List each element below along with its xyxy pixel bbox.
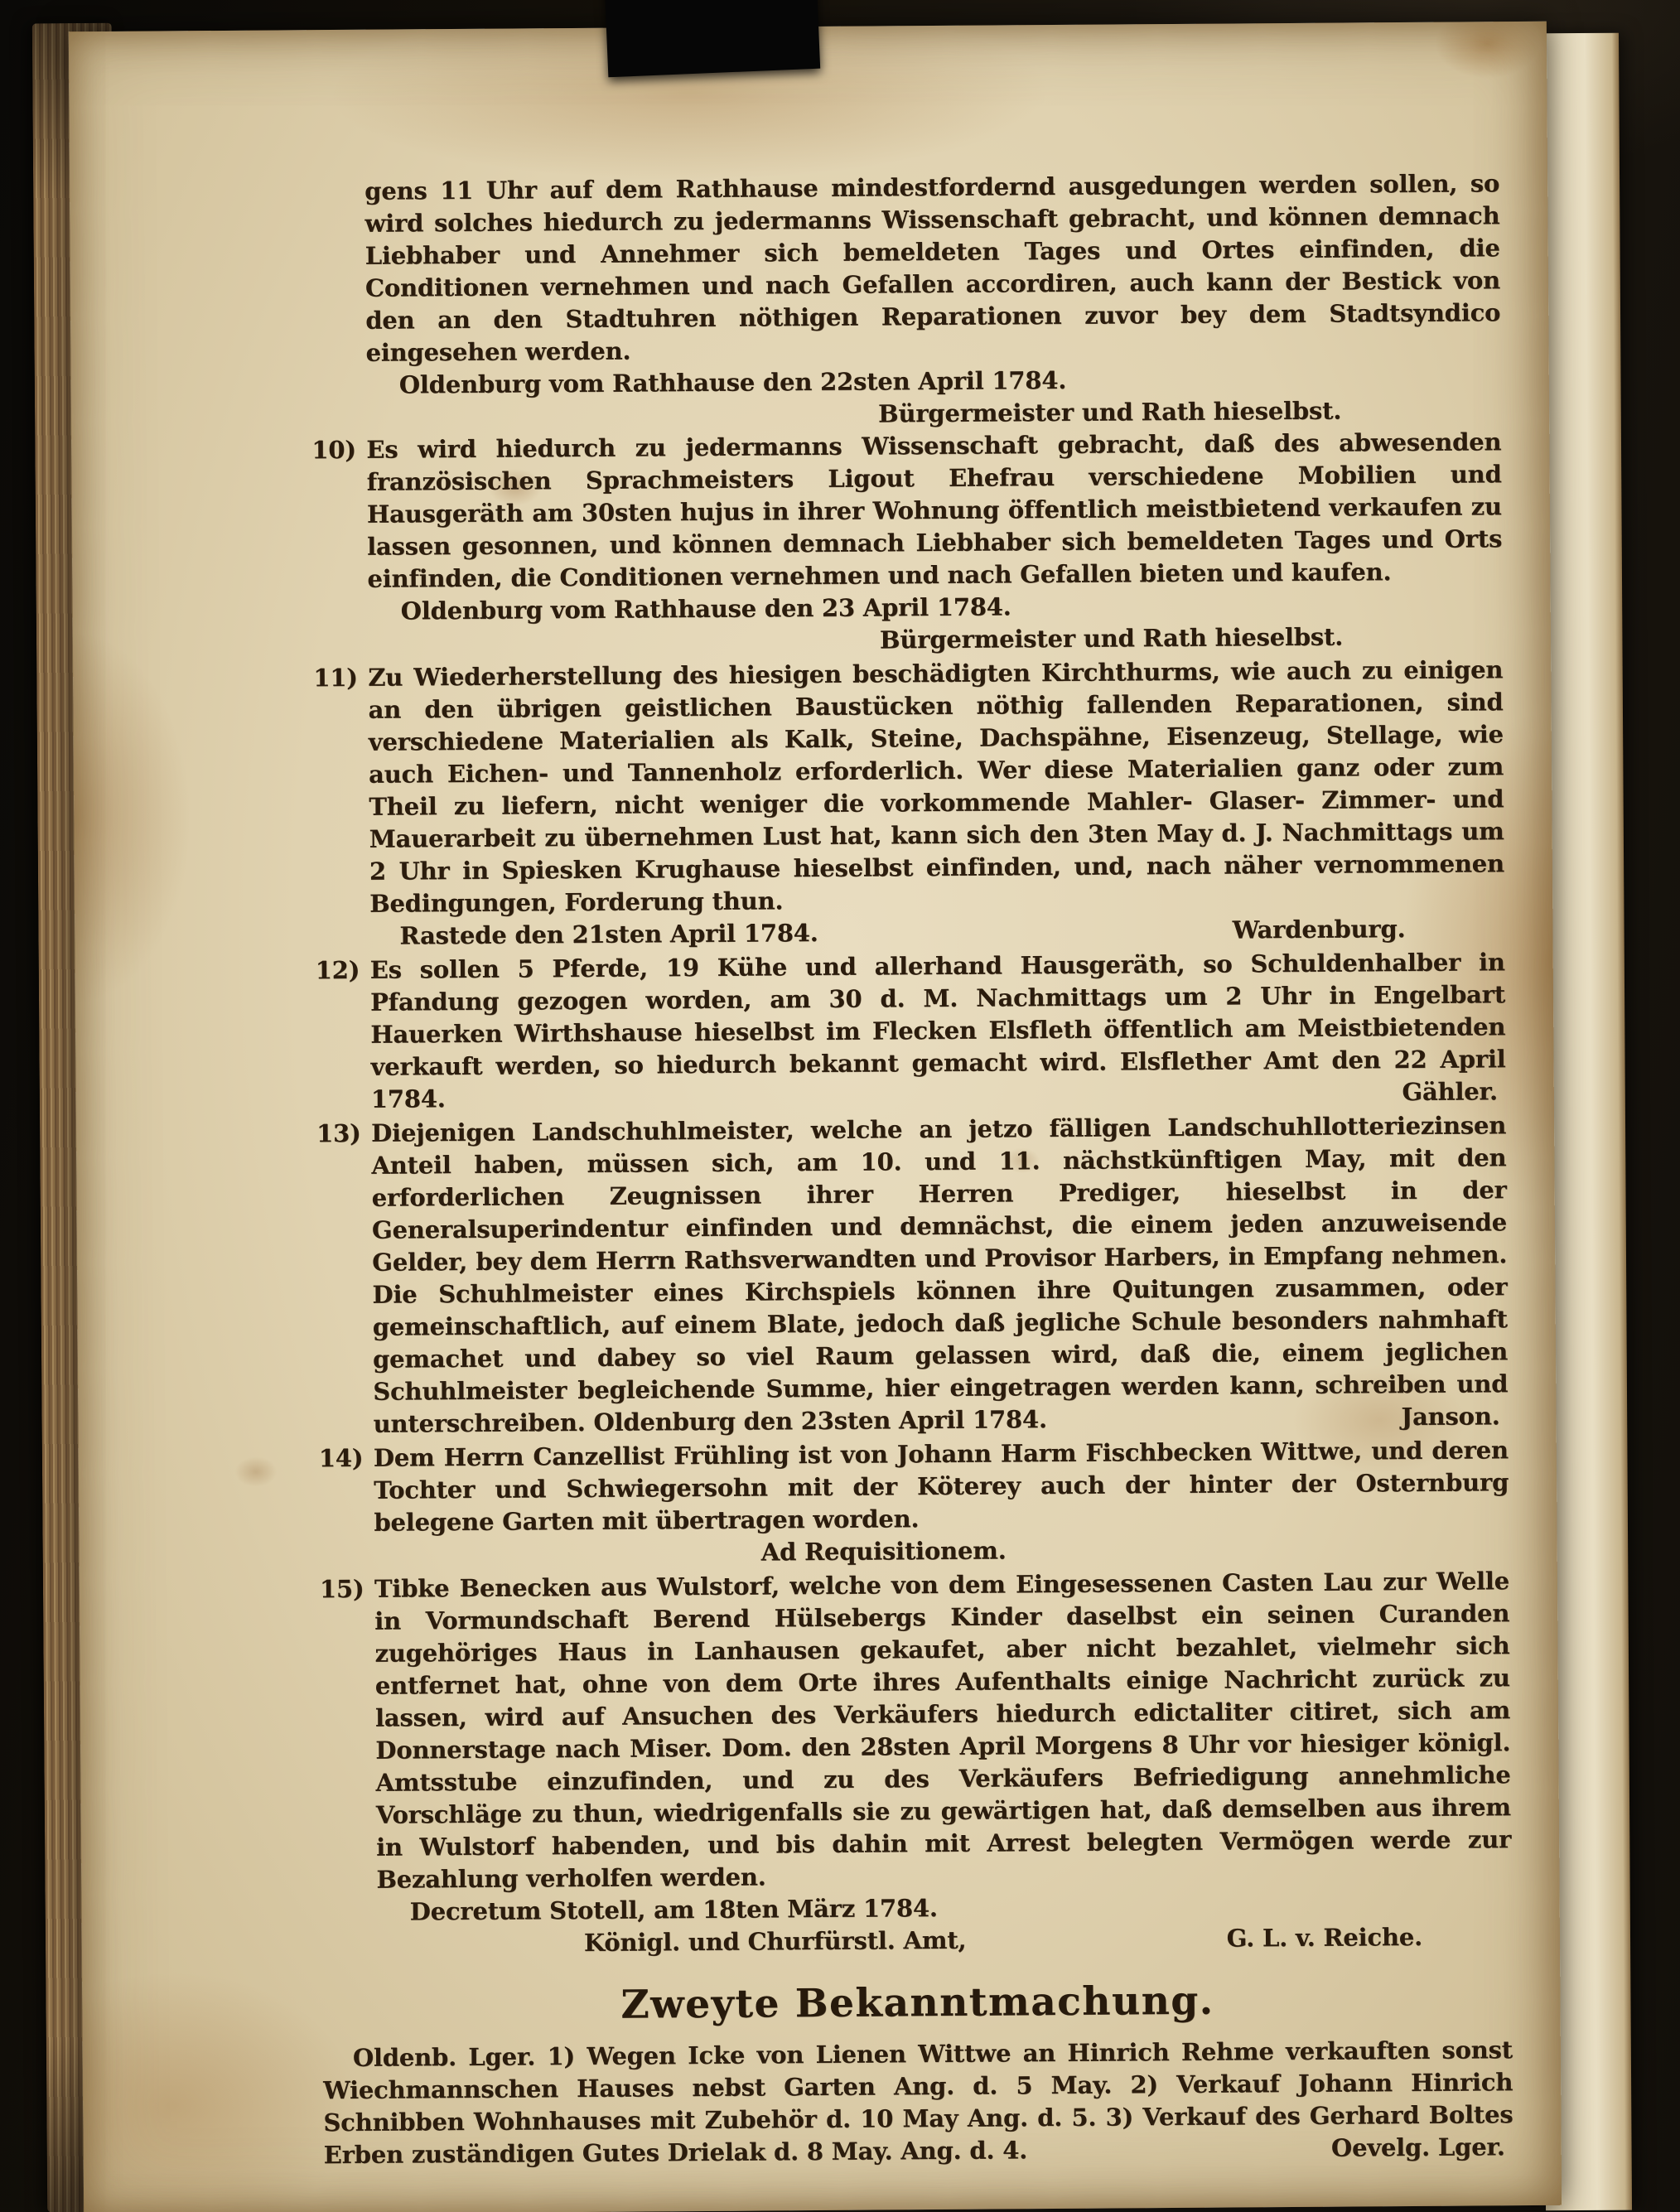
entry-text: Dem Herrn Canzellist Frühling ist von Johann Harm Fischbecken Wittwe, und deren Tochter und Schwiegersohn mit der Köterey auch der hinter der Osternburg belegene Garten mit übertragen worden. (373, 1436, 1509, 1537)
entry-body (368, 654, 1504, 953)
entry-number: 12) (315, 955, 360, 985)
entry-text (371, 1109, 1509, 1441)
entry-number: 14) (318, 1443, 364, 1473)
intro-dateline: Oldenburg vom Rathhause den 22sten April 1784. (398, 365, 1067, 399)
decretum-line: Decretum Stotell, am 18ten März 1784. (409, 1893, 938, 1926)
intro-paragraph (364, 167, 1501, 434)
intro-text: gens 11 Uhr auf dem Rathhause mindestfordernd ausgedungen werden sollen, so wird solches hiedurch zu jedermanns Wissenschaft gebracht, und können demnach Liebhaber und Annehmer sich bemeldeten Tages und Ortes einfinden, die Conditionen vernehmen und nach Gefallen accordiren, auch kann der Bestick von den an den Stadtuhren nöthigen Reparationen zuvor bey dem Stadtsyndico eingesehen werden. (364, 169, 1501, 367)
entry-signature: Wardenburg. (1232, 915, 1406, 944)
intro-signature: Bürgermeister und Rath hieselbst. (877, 396, 1342, 428)
entry-number: 15) (319, 1574, 364, 1604)
ad-requisitionem-subheading: Ad Requisitionem. (760, 1536, 1007, 1567)
entry-signature: Janson. (1401, 1402, 1500, 1432)
dateline-signature-row (369, 912, 1504, 953)
entry-11 (313, 654, 1504, 953)
black-clip (605, 0, 820, 77)
document-page (69, 22, 1562, 2212)
entry-text (370, 946, 1506, 1116)
entry-text-run: Es sollen 5 Pferde, 19 Kühe und allerhand Hausgeräth, so Schuldenhalber in Pfandung gezogen worden, am 30 d. M. Nachmittags um 2 Uhr in Engelbart Hauerken Wirthshause hieselbst im Flecken Elsfleth öffentlich am Meistbietenden verkauft werden, so hiedurch bekannt gemacht wird. Elsflether Amt den 22 April 1784. (369, 948, 1506, 1113)
entry-10 (311, 426, 1503, 660)
entry-number: 11) (313, 663, 358, 693)
entry-body (366, 426, 1503, 660)
entry-dateline: Rastede den 21sten April 1784. (399, 918, 818, 950)
entry-signature: G. L. v. Reiche. (1226, 1922, 1423, 1953)
entry-12 (316, 946, 1506, 1116)
entry-number: 10) (311, 435, 356, 465)
entry-14 (319, 1434, 1509, 1572)
entry-text-run: Diejenigen Landschuhlmeister, welche an jetzo fälligen Landschuhllotteriezinsen Anteil haben, müssen sich, am 10. und 11. nächstkünftigen May, mit den erforderlichen Zeugnissen ihrer Herren Prediger, hieselbst in der Generalsuperindentur einfinden und demnächst, die einem jeden anzuweisende Gelder, bey dem Herrn Rathsverwandten und Provisor Harbers, in Empfang nehmen. Die Schuhlmeister eines Kirchspiels können ihre Quitungen zusammen, oder gemeinschaftlich, auf einem Blate, jedoch daß jegliche Schule besonders nahmhaft gemachet und dabey so viel Raum gelassen wird, daß die, einem jeglichen Schuhlmeister begleichende Summe, hier eingetragen werden kann, schreiben und unterschreiben. Oldenburg den 23sten April 1784. (370, 1111, 1509, 1438)
entry-dateline: Oldenburg vom Rathhause den 23 April 1784. (400, 592, 1011, 625)
entry-text: Zu Wiederherstellung des hiesigen beschädigten Kirchthurms, wie auch zu einigen an den übrigen geistlichen Baustücken nöthig fallenden Reparationen, sind verschiedene Materialien als Kalk, Steine, Dachspähne, Eisenzeug, Stellage, wie auch Eichen- und Tannenholz erforderlich. Wer diese Materialien ganz oder zum Theil zu liefern, nicht weniger die vorkommende Mahler- Glaser- Zimmer- und Mauerarbeit zu übernehmen Lust hat, kann sich den 3ten May d. J. Nachmittags um 2 Uhr in Spiesken Krughause hieselbst einfinden, und, nach näher vernommenen Bedingungen, Forderung thun. (368, 655, 1504, 918)
closing-text (323, 2034, 1513, 2171)
entry-number: 13) (316, 1118, 361, 1148)
text-block (310, 167, 1513, 2171)
entry-body (374, 1434, 1509, 1572)
entry-signature: Bürgermeister und Rath hieselbst. (879, 622, 1344, 654)
entry-text: Tibke Benecken aus Wulstorf, welche von dem Eingesessenen Casten Lau zur Welle in Vormundschaft Berend Hülsebergs Kinder daselbst ein seinen Curanden zugehöriges Haus in Lanhausen gekaufet, aber nicht bezahlet, vielmehr sich entfernet hat, ohne von dem Orte ihres Aufenthalts einige Nachricht zurück zu lassen, wird auf Ansuchen des Verkäufers hiedurch edictaliter citiret, sich am Donnerstage nach Miser. Dom. den 28sten April Morgens 8 Uhr vor hiesiger königl. Amtsstube einzufinden, und zu des Verkäufers Befriedigung annehmliche Vorschläge zu thun, wiedrigenfalls sie zu gewärtigen hat, daß demselben aus ihrem in Wulstorf habenden, und bis dahin mit Arrest belegten Vermögen werde zur Bezahlung verholfen werden. (374, 1567, 1512, 1894)
entry-body (374, 1565, 1512, 1961)
closing-text-run: Oldenb. Lger. 1) Wegen Icke von Lienen Wittwe an Hinrich Rehme verkauften sonst Wiechmannschen Hauses nebst Garten Ang. d. 5 May. 2) Verkauf Johann Hinrich Schnibben Wohnhauses mit Zubehör d. 10 May Ang. d. 5. 3) Verkauf des Gerhard Boltes Erben zuständigen Gutes Drielak d. 8 May. Ang. d. 4. (323, 2036, 1513, 2170)
entry-text: Es wird hiedurch zu jedermanns Wissenschaft gebracht, daß des abwesenden französischen Sprachmeisters Ligout Ehefrau verschiedene Mobilien und Hausgeräth am 30sten hujus in ihrer Wohnung öffentlich meistbietend verkaufen zu lassen gesonnen, und können demnach Liebhaber sich bemeldeten Tages und Orts einfinden, die Conditionen vernehmen und nach Gefallen bieten und kaufen. (366, 427, 1503, 593)
office-name: Königl. und Churfürstl. Amt, (583, 1925, 967, 1957)
entry-signature: Gähler. (1402, 1077, 1498, 1107)
closing-paragraph (323, 2034, 1513, 2171)
entry-13 (316, 1109, 1509, 1441)
closing-signature: Oevelg. Lger. (1330, 2132, 1505, 2162)
entry-body (370, 946, 1506, 1116)
entry-body (371, 1109, 1509, 1441)
second-announcement-heading: Zweyte Bekanntmachung. (620, 1978, 1214, 2028)
entry-15 (320, 1565, 1512, 1961)
